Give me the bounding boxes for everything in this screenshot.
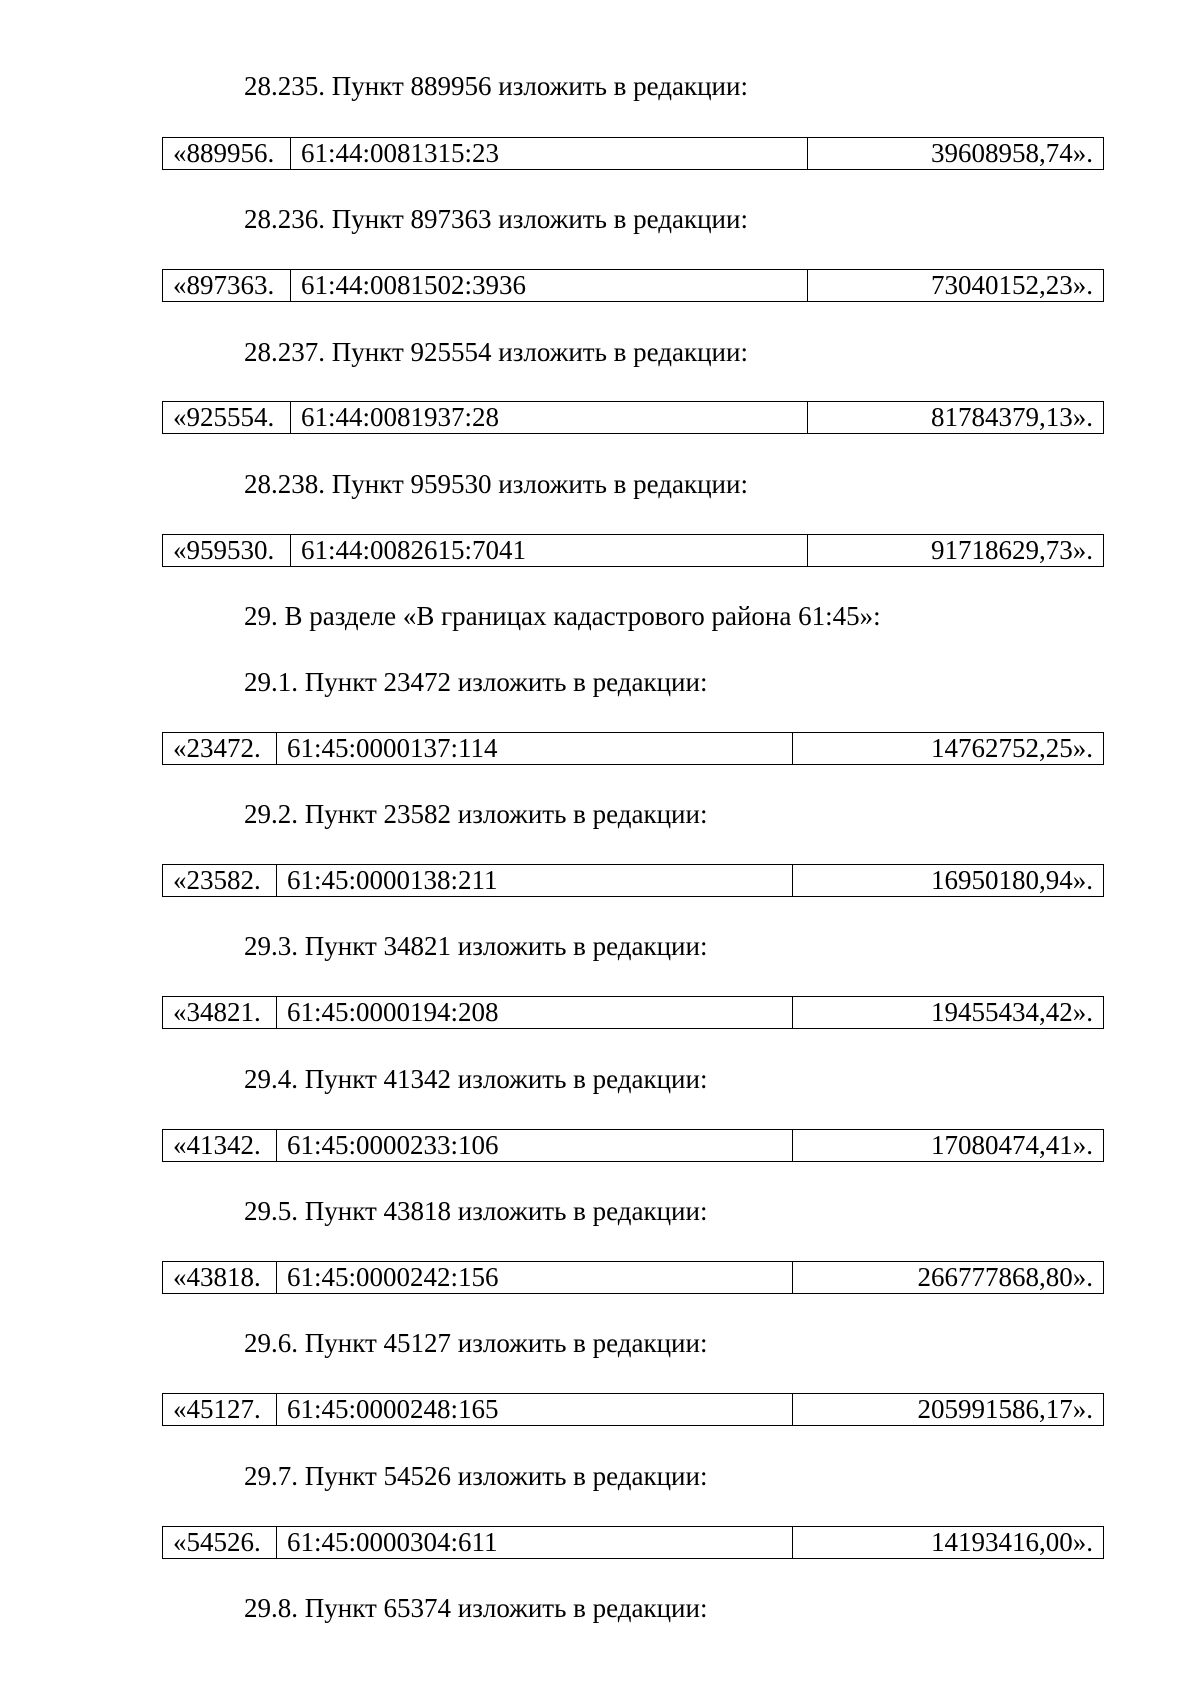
amendment-table <box>162 732 1104 765</box>
table-row <box>163 1394 1104 1426</box>
paragraph-heading: 29.1. Пункт 23472 изложить в редакции: <box>244 667 708 697</box>
paragraph-heading: 28.237. Пункт 925554 изложить в редакции: <box>244 337 748 367</box>
cadastral-value-cell: 19455434,42». <box>793 997 1104 1029</box>
table-row <box>163 1262 1104 1294</box>
cadastral-value-cell: 205991586,17». <box>793 1394 1104 1426</box>
cadastral-value-cell: 17080474,41». <box>793 1130 1104 1162</box>
amendment-table <box>162 137 1104 170</box>
paragraph-heading: 29.7. Пункт 54526 изложить в редакции: <box>244 1461 708 1491</box>
cadastral-value-cell: 73040152,23». <box>808 270 1104 302</box>
item-number-cell: «45127. <box>163 1394 277 1426</box>
cadastral-value-cell: 14762752,25». <box>793 733 1104 765</box>
paragraph-heading: 28.236. Пункт 897363 изложить в редакции: <box>244 204 748 234</box>
cadastral-number-cell: 61:45:0000304:611 <box>277 1527 793 1559</box>
item-number-cell: «889956. <box>163 138 291 170</box>
table-row <box>163 270 1104 302</box>
cadastral-number-cell: 61:45:0000137:114 <box>277 733 793 765</box>
amendment-table <box>162 864 1104 897</box>
table-row <box>163 535 1104 567</box>
amendment-table <box>162 269 1104 302</box>
item-number-cell: «23582. <box>163 865 277 897</box>
paragraph-heading: 29.2. Пункт 23582 изложить в редакции: <box>244 799 708 829</box>
section-heading: 29. В разделе «В границах кадастрового района 61:45»: <box>244 601 881 631</box>
table-row <box>163 1130 1104 1162</box>
cadastral-number-cell: 61:45:0000138:211 <box>277 865 793 897</box>
cadastral-value-cell: 39608958,74». <box>808 138 1104 170</box>
cadastral-number-cell: 61:44:0081315:23 <box>291 138 808 170</box>
cadastral-number-cell: 61:45:0000194:208 <box>277 997 793 1029</box>
paragraph-heading: 29.6. Пункт 45127 изложить в редакции: <box>244 1328 708 1358</box>
table-row <box>163 138 1104 170</box>
item-number-cell: «43818. <box>163 1262 277 1294</box>
amendment-table <box>162 1261 1104 1294</box>
cadastral-value-cell: 81784379,13». <box>808 402 1104 434</box>
cadastral-number-cell: 61:45:0000248:165 <box>277 1394 793 1426</box>
item-number-cell: «23472. <box>163 733 277 765</box>
cadastral-value-cell: 16950180,94». <box>793 865 1104 897</box>
paragraph-heading: 28.235. Пункт 889956 изложить в редакции: <box>244 71 748 101</box>
cadastral-number-cell: 61:44:0082615:7041 <box>291 535 808 567</box>
amendment-table <box>162 1526 1104 1559</box>
item-number-cell: «34821. <box>163 997 277 1029</box>
table-row <box>163 997 1104 1029</box>
cadastral-value-cell: 91718629,73». <box>808 535 1104 567</box>
cadastral-number-cell: 61:44:0081937:28 <box>291 402 808 434</box>
paragraph-heading: 29.3. Пункт 34821 изложить в редакции: <box>244 931 708 961</box>
amendment-table <box>162 996 1104 1029</box>
cadastral-number-cell: 61:45:0000233:106 <box>277 1130 793 1162</box>
amendment-table <box>162 534 1104 567</box>
table-row <box>163 733 1104 765</box>
amendment-table <box>162 1393 1104 1426</box>
cadastral-value-cell: 14193416,00». <box>793 1527 1104 1559</box>
cadastral-number-cell: 61:44:0081502:3936 <box>291 270 808 302</box>
item-number-cell: «925554. <box>163 402 291 434</box>
item-number-cell: «959530. <box>163 535 291 567</box>
paragraph-heading: 28.238. Пункт 959530 изложить в редакции: <box>244 469 748 499</box>
table-row <box>163 1527 1104 1559</box>
item-number-cell: «54526. <box>163 1527 277 1559</box>
amendment-table <box>162 401 1104 434</box>
item-number-cell: «41342. <box>163 1130 277 1162</box>
paragraph-heading: 29.5. Пункт 43818 изложить в редакции: <box>244 1196 708 1226</box>
amendment-table <box>162 1129 1104 1162</box>
paragraph-heading: 29.4. Пункт 41342 изложить в редакции: <box>244 1064 708 1094</box>
item-number-cell: «897363. <box>163 270 291 302</box>
table-row <box>163 865 1104 897</box>
table-row <box>163 402 1104 434</box>
paragraph-heading: 29.8. Пункт 65374 изложить в редакции: <box>244 1593 708 1623</box>
cadastral-number-cell: 61:45:0000242:156 <box>277 1262 793 1294</box>
cadastral-value-cell: 266777868,80». <box>793 1262 1104 1294</box>
